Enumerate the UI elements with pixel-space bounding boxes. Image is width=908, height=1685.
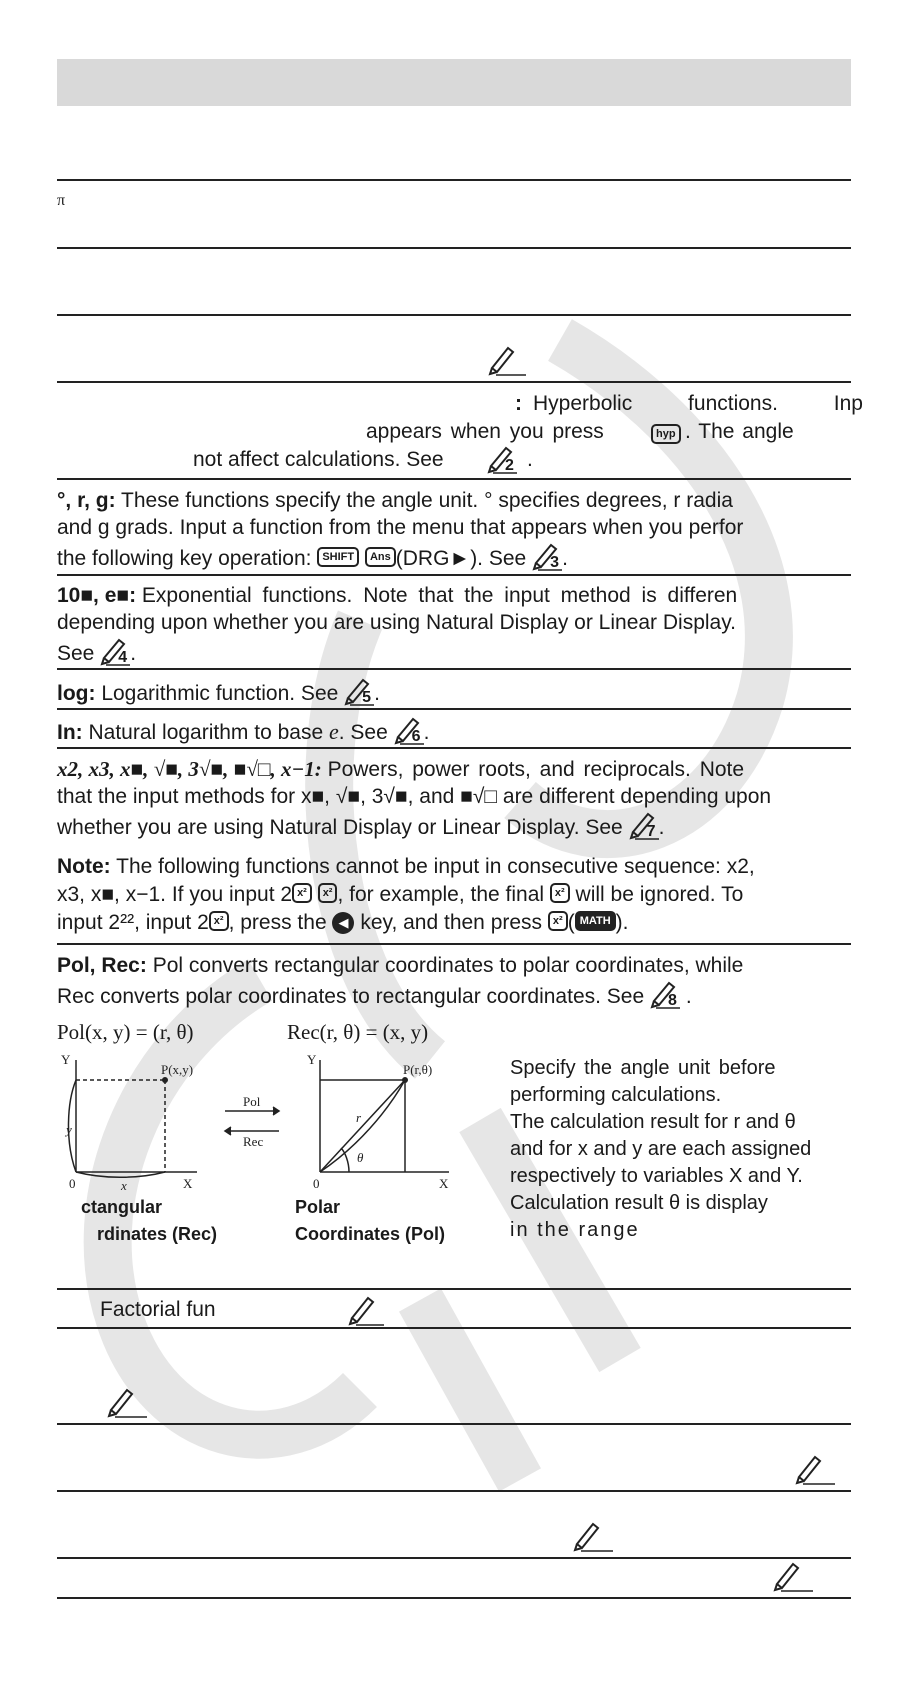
divider — [57, 943, 851, 945]
see-pencil-icon[interactable]: 5 — [344, 676, 374, 706]
divider — [57, 668, 851, 670]
exp-symbols: 10■, e■: — [57, 584, 137, 607]
see-pencil-icon[interactable] — [346, 1294, 386, 1331]
divider — [57, 747, 851, 749]
see-pencil-icon[interactable]: 3 — [532, 541, 562, 571]
caption-rect-2: rdinates (Rec) — [97, 1224, 218, 1244]
rec-formula: Rec(r, θ) = (x, y) — [287, 1020, 429, 1044]
x-squared-key[interactable]: x² — [318, 883, 338, 903]
pol-formula: Pol(x, y) = (r, θ) — [57, 1020, 194, 1044]
svg-text:P(r,θ): P(r,θ) — [403, 1062, 433, 1077]
divider — [57, 247, 851, 249]
note-label: Note: — [57, 855, 111, 878]
svg-text:Rec: Rec — [243, 1134, 264, 1149]
ans-key[interactable]: Ans — [365, 547, 396, 567]
divider — [57, 708, 851, 710]
powers-symbols: x2, x3, x■, √■, 3√■, ■√□, x−1: — [57, 757, 322, 781]
angle-line1: These functions specify the angle unit. ° specifies degrees, r radia — [121, 489, 733, 512]
polrec-line1: Pol converts rectangular coordinates to polar coordinates, while — [152, 954, 744, 977]
see-pencil-icon[interactable]: 7 — [629, 810, 659, 840]
see-pencil-icon[interactable] — [105, 1386, 149, 1423]
math-key[interactable]: MATH — [575, 911, 616, 931]
svg-text:x: x — [121, 1178, 127, 1192]
ln-label: In: — [57, 721, 83, 744]
divider — [57, 478, 851, 480]
divider — [57, 1327, 851, 1329]
hyp-line2b: . The angle — [685, 420, 794, 443]
divider — [57, 574, 851, 576]
angle-line2: and g grads. Input a function from the menu that appears when you perfor — [57, 516, 744, 539]
factorial-text: Factorial fun — [100, 1298, 216, 1321]
divider — [57, 1557, 851, 1559]
note-line1: The following functions cannot be input in consecutive sequence: x2, — [116, 855, 755, 878]
side-line1: Specify the angle unit before — [510, 1057, 776, 1079]
svg-text:X: X — [439, 1176, 449, 1191]
svg-text:0: 0 — [313, 1176, 320, 1191]
svg-text:Y: Y — [61, 1052, 71, 1067]
see-pencil-icon[interactable] — [486, 344, 530, 381]
exp-line2: depending upon whether you are using Natural Display or Linear Display. — [57, 611, 737, 634]
coordinate-diagram — [57, 1052, 467, 1192]
hyp-line3a: not affect calculations. See — [193, 448, 444, 471]
angle-line3a: the following key operation: — [57, 547, 312, 570]
section-header-bar — [57, 59, 851, 106]
hyp-colon: : — [515, 392, 522, 415]
hyp-line2a: appears when you press — [366, 420, 604, 443]
power-tower: 2²² — [108, 911, 135, 934]
see-pencil-icon[interactable] — [793, 1453, 837, 1490]
caption-polar-2: Coordinates (Pol) — [295, 1224, 446, 1244]
shift-key[interactable]: SHIFT — [317, 547, 359, 567]
see-pencil-icon[interactable]: 4 — [100, 636, 130, 666]
angle-symbols: °, r, g: — [57, 489, 116, 512]
see-pencil-icon[interactable] — [571, 1520, 615, 1557]
caption-rect-1: ctangular — [81, 1197, 163, 1217]
svg-text:X: X — [183, 1176, 193, 1191]
see-pencil-icon[interactable]: 6 — [394, 715, 424, 745]
x-squared-key[interactable]: x² — [548, 911, 568, 931]
svg-text:Pol: Pol — [243, 1094, 261, 1109]
left-arrow-key-icon[interactable]: ◀ — [332, 912, 354, 934]
log-label: log: — [57, 682, 96, 705]
svg-text:θ: θ — [357, 1150, 364, 1165]
svg-text:0: 0 — [69, 1176, 76, 1191]
svg-text:r: r — [356, 1110, 362, 1125]
exp-line1: Exponential functions. Note that the input method is differen — [141, 584, 738, 607]
pi-glyph: π — [57, 192, 66, 209]
see-pencil-icon[interactable]: 8 — [650, 979, 680, 1009]
divider — [57, 1597, 851, 1599]
powers-line2b: x■, √■, 3√■, and ■√□ are different depending upon — [301, 785, 772, 808]
polrec-label: Pol, Rec: — [57, 954, 147, 977]
x-squared-key[interactable]: x² — [209, 911, 229, 931]
caption-polar-1: Polar — [295, 1197, 341, 1217]
divider — [57, 381, 851, 383]
x-squared-key[interactable]: x² — [292, 883, 312, 903]
divider — [57, 1490, 851, 1492]
divider — [57, 179, 851, 181]
see-pencil-icon[interactable] — [771, 1560, 815, 1597]
divider — [57, 1288, 851, 1290]
x-squared-key[interactable]: x² — [550, 883, 570, 903]
hyp-line1: Hyperbolic functions. Inp — [533, 392, 863, 415]
svg-text:Y: Y — [307, 1052, 317, 1067]
divider — [57, 314, 851, 316]
powers-line1: Powers, power roots, and reciprocals. Note — [327, 758, 745, 781]
divider — [57, 1423, 851, 1425]
see-pencil-icon[interactable]: 2 — [487, 444, 517, 474]
svg-text:P(x,y): P(x,y) — [161, 1062, 194, 1077]
svg-text:y: y — [66, 1122, 72, 1137]
hyp-key[interactable]: hyp — [651, 424, 681, 444]
